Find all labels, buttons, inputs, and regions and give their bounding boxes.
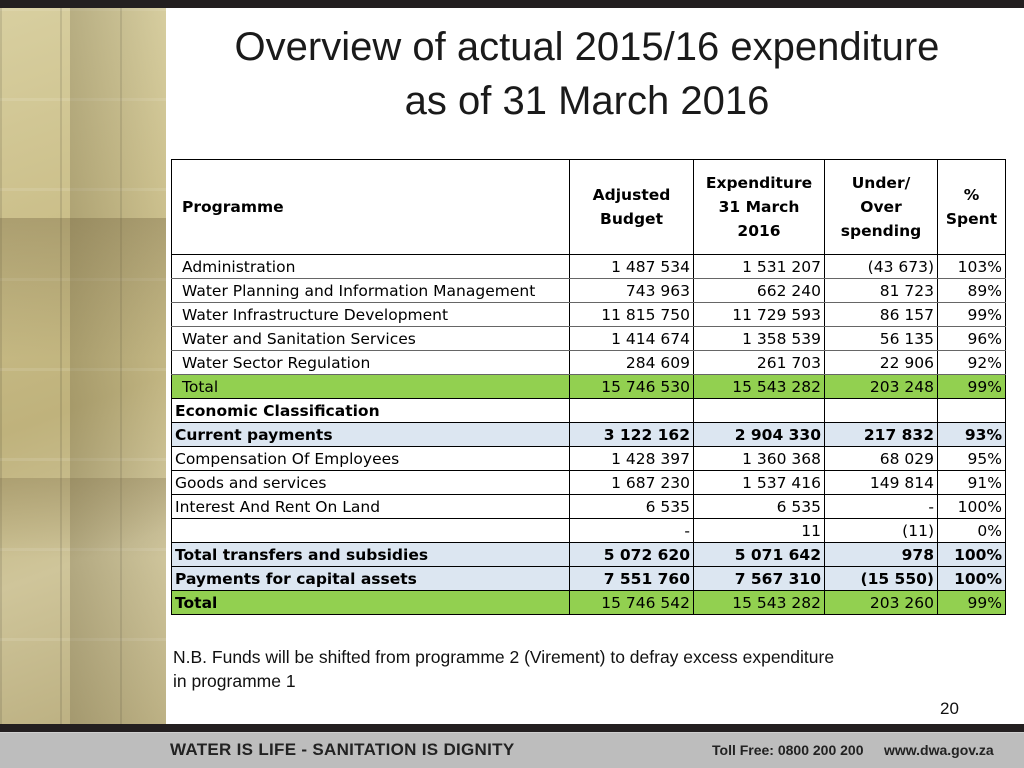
cell-spent: 100% — [938, 567, 1006, 591]
header-adjusted-budget: Adjusted Budget — [570, 160, 694, 255]
slide-title — [172, 20, 1002, 128]
table-row — [172, 351, 1006, 375]
footer-slogan: WATER IS LIFE - SANITATION IS DIGNITY — [170, 740, 515, 759]
row-label: Goods and services — [172, 471, 570, 495]
cell-budget: 15 746 542 — [570, 591, 694, 615]
footnote-line1: N.B. Funds will be shifted from programme 2 (Virement) to defray excess expenditure — [173, 647, 835, 667]
cell-expenditure: 15 543 282 — [694, 591, 825, 615]
cell-budget: 15 746 530 — [570, 375, 694, 399]
cell-expenditure: 1 531 207 — [694, 255, 825, 279]
cell-budget: 6 535 — [570, 495, 694, 519]
cell-under: 86 157 — [825, 303, 938, 327]
slide-title-line1: Overview of actual 2015/16 expenditure — [234, 25, 940, 69]
cell-expenditure: 6 535 — [694, 495, 825, 519]
cell-budget: 284 609 — [570, 351, 694, 375]
section-heading-row — [172, 399, 1006, 423]
cell-under: 217 832 — [825, 423, 938, 447]
cell-expenditure: 11 — [694, 519, 825, 543]
cell-expenditure: 261 703 — [694, 351, 825, 375]
cell-expenditure: 7 567 310 — [694, 567, 825, 591]
cell-expenditure: 662 240 — [694, 279, 825, 303]
footer-toll-free: Toll Free: 0800 200 200 — [712, 742, 864, 758]
cell-expenditure: 5 071 642 — [694, 543, 825, 567]
cell-under: 68 029 — [825, 447, 938, 471]
cell-spent: 100% — [938, 495, 1006, 519]
cell-spent: 99% — [938, 375, 1006, 399]
cell-budget: 1 487 534 — [570, 255, 694, 279]
row-label: Total — [172, 591, 570, 615]
cell-under: (11) — [825, 519, 938, 543]
row-label: Total — [172, 375, 570, 399]
cell-under: (15 550) — [825, 567, 938, 591]
row-label: Water Sector Regulation — [172, 351, 570, 375]
grand-total-row — [172, 591, 1006, 615]
table-row — [172, 519, 1006, 543]
table-row — [172, 471, 1006, 495]
cell-under: 56 135 — [825, 327, 938, 351]
row-label: Water and Sanitation Services — [172, 327, 570, 351]
cell-budget: 1 687 230 — [570, 471, 694, 495]
row-label: Payments for capital assets — [172, 567, 570, 591]
cell-under: 81 723 — [825, 279, 938, 303]
programme-total-row — [172, 375, 1006, 399]
row-label: Current payments — [172, 423, 570, 447]
cell-expenditure — [694, 399, 825, 423]
header-under-over-spending: Under/ Over spending — [825, 160, 938, 255]
cell-spent: 89% — [938, 279, 1006, 303]
decorative-side-image — [0, 8, 166, 724]
footnote-line2: in programme 1 — [173, 671, 296, 691]
cell-spent: 93% — [938, 423, 1006, 447]
header-programme: Programme — [172, 160, 570, 255]
top-bar — [0, 0, 1024, 8]
cell-under: 203 260 — [825, 591, 938, 615]
table-row — [172, 327, 1006, 351]
row-label: Compensation Of Employees — [172, 447, 570, 471]
expenditure-table — [171, 159, 1006, 615]
table-row — [172, 255, 1006, 279]
table-row — [172, 495, 1006, 519]
cell-spent: 96% — [938, 327, 1006, 351]
cell-under: 978 — [825, 543, 938, 567]
cell-budget: 11 815 750 — [570, 303, 694, 327]
cell-budget: 1 414 674 — [570, 327, 694, 351]
row-label: Interest And Rent On Land — [172, 495, 570, 519]
row-label: Water Planning and Information Management — [172, 279, 570, 303]
cell-under: 149 814 — [825, 471, 938, 495]
cell-under — [825, 399, 938, 423]
table-row — [172, 279, 1006, 303]
footer-website: www.dwa.gov.za — [884, 742, 994, 758]
cell-expenditure: 11 729 593 — [694, 303, 825, 327]
cell-spent: 95% — [938, 447, 1006, 471]
header-percent-spent: % Spent — [938, 160, 1006, 255]
cell-spent: 103% — [938, 255, 1006, 279]
cell-budget — [570, 399, 694, 423]
footnote — [173, 645, 953, 693]
row-label: Water Infrastructure Development — [172, 303, 570, 327]
cell-expenditure: 1 360 368 — [694, 447, 825, 471]
cell-spent: 99% — [938, 303, 1006, 327]
cell-under: 203 248 — [825, 375, 938, 399]
cell-spent: 0% — [938, 519, 1006, 543]
cell-budget: 3 122 162 — [570, 423, 694, 447]
cell-budget: 5 072 620 — [570, 543, 694, 567]
cell-spent — [938, 399, 1006, 423]
cell-spent: 100% — [938, 543, 1006, 567]
row-label: Administration — [172, 255, 570, 279]
subtotal-row — [172, 543, 1006, 567]
subtotal-row — [172, 567, 1006, 591]
cell-expenditure: 1 537 416 — [694, 471, 825, 495]
table-row — [172, 303, 1006, 327]
table-row — [172, 447, 1006, 471]
row-label — [172, 519, 570, 543]
cell-expenditure: 1 358 539 — [694, 327, 825, 351]
cell-expenditure: 15 543 282 — [694, 375, 825, 399]
header-expenditure: Expenditure 31 March 2016 — [694, 160, 825, 255]
row-label: Economic Classification — [172, 399, 570, 423]
row-label: Total transfers and subsidies — [172, 543, 570, 567]
subtotal-row — [172, 423, 1006, 447]
cell-budget: 7 551 760 — [570, 567, 694, 591]
cell-spent: 92% — [938, 351, 1006, 375]
page-number: 20 — [940, 699, 959, 718]
cell-budget: - — [570, 519, 694, 543]
cell-expenditure: 2 904 330 — [694, 423, 825, 447]
cell-under: - — [825, 495, 938, 519]
footer-bar — [0, 724, 1024, 768]
slide-title-line2: as of 31 March 2016 — [404, 79, 770, 123]
cell-spent: 99% — [938, 591, 1006, 615]
cell-spent: 91% — [938, 471, 1006, 495]
cell-budget: 1 428 397 — [570, 447, 694, 471]
cell-under: (43 673) — [825, 255, 938, 279]
cell-under: 22 906 — [825, 351, 938, 375]
table-header-row — [172, 160, 1006, 255]
cell-budget: 743 963 — [570, 279, 694, 303]
